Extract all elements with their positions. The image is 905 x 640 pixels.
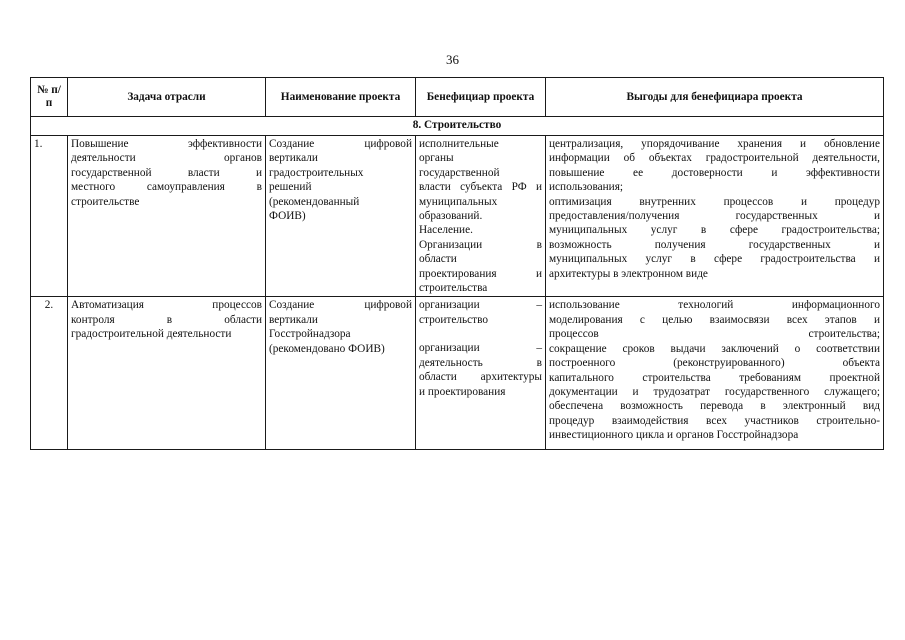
page-number: 36 [446,52,459,67]
text-line: градостроительных [269,166,364,179]
text-line: строительства [419,282,488,295]
text-line: местного самоуправления в [71,181,262,194]
table-row [31,297,884,450]
task-cell [68,297,266,450]
text-line: государственной [419,166,500,179]
text-line: муниципальных [419,195,498,208]
text-line: Создание цифровой [269,299,412,312]
text-line: (рекомендованный [269,195,360,208]
text-line: информации об объектах градостроительной деятельности, [549,152,880,165]
text-line: деятельности органов [71,152,262,165]
row-number: 2. [31,297,68,450]
text-line: ФОИВ) [269,210,306,223]
header-benefits: Выгоды для бенефициара проекта [546,78,884,117]
text-line: (рекомендовано ФОИВ) [269,342,385,355]
text-line: муниципальных услуг в сфере градостроительства; [549,224,880,237]
text-line: оптимизация внутренних процессов и процедур [549,195,880,208]
text-line: Повышение эффективности [71,138,262,150]
header-task: Задача отрасли [68,78,266,117]
text-line: обеспечена возможность перевода в электронный вид [549,400,880,413]
text-line: контроля в области [71,313,262,326]
text-line: построенного (реконструированного) объекта [549,357,880,370]
text-line: повышение ее достоверности и эффективности [549,166,880,179]
text-line: документации и трудозатрат государственного служащего; [549,385,880,398]
text-line: власти субъекта РФ и [419,181,542,194]
section-title: 8. Строительство [31,117,884,136]
text-line: области архитектуры [419,371,542,384]
text-line: образований. [419,210,483,223]
table-row [31,136,884,297]
beneficiary-cell [416,136,546,297]
text-line: моделирования с целью взаимосвязи всех этапов и [549,313,880,326]
text-line: капитального строительства требованиям проектной [549,371,880,384]
text-line: использования; [549,181,624,194]
text-line: области [419,253,457,266]
project-cell [266,297,416,450]
text-line: Госстройнадзора [269,328,351,341]
text-line: и проектирования [419,385,506,398]
text-line: градостроительной деятельности [71,328,232,341]
text-line: возможность получения государственных и [549,238,880,251]
text-line: процедур взаимодействия всех участников строительно- [549,414,880,427]
header-project: Наименование проекта [266,78,416,117]
text-line: инвестиционного цикла и органов Госстройнадзора [549,429,799,442]
header-beneficiary: Бенефициар проекта [416,78,546,117]
text-line: Население. [419,224,473,237]
text-line: государственной власти и [71,166,262,179]
row-number: 1. [31,136,68,297]
text-line: организации – [419,342,542,355]
text-line: предоставления/получения государственных и [549,210,880,223]
text-line: организации – [419,299,542,312]
text-line: Автоматизация процессов [71,299,262,312]
section-row [31,117,884,136]
task-cell [68,136,266,297]
text-line: исполнительные [419,138,499,150]
beneficiary-group-construction [419,298,542,327]
text-line: строительстве [71,195,140,208]
text-line: проектирования и [419,267,542,280]
text-line: вертикали [269,152,318,165]
projects-table [30,77,884,450]
text-line: решений [269,181,312,194]
text-line: централизация, упорядочивание хранения и обновление [549,138,880,150]
text-line: строительство [419,313,489,326]
text-line: деятельность в [419,356,542,369]
beneficiary-group-design [419,341,542,399]
text-line: органы [419,152,454,165]
spacer [419,327,542,341]
project-cell [266,136,416,297]
header-num: № п/п [31,78,68,117]
text-line: муниципальных услуг в сфере градостроительства и [549,253,880,266]
text-line: процессов строительства; [549,328,880,341]
beneficiary-cell [416,297,546,450]
text-line: Создание цифровой [269,138,412,150]
table-header-row [31,78,884,117]
benefits-cell [546,297,884,450]
text-line: использование технологий информационного [549,299,880,312]
text-line: сокращение сроков выдачи заключений о соответствии [549,342,880,355]
text-line: Организации в [419,238,542,251]
text-line: вертикали [269,313,318,326]
text-line: архитектуры в электронном виде [549,267,708,280]
benefits-cell [546,136,884,297]
